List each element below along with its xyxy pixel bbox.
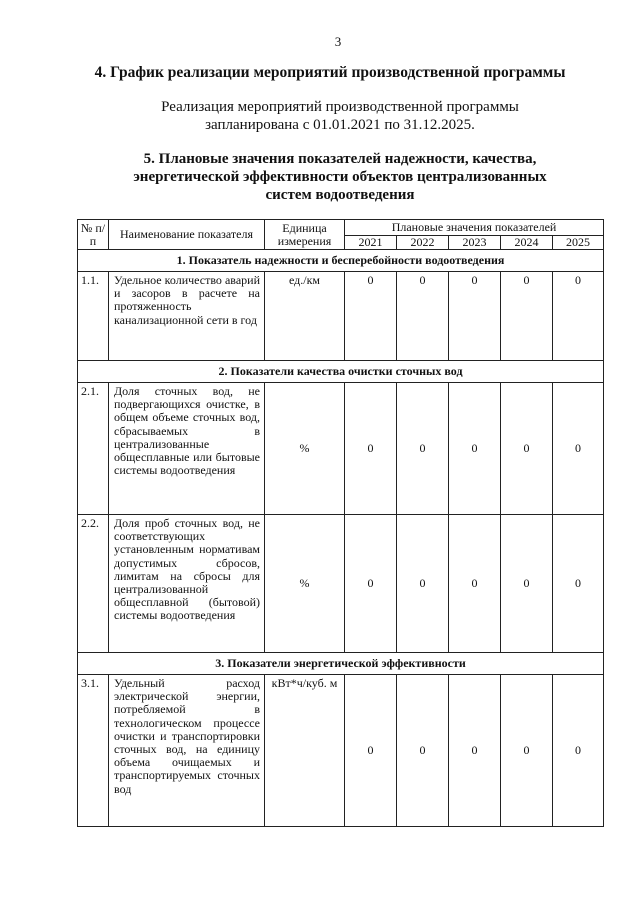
section-5-title bbox=[100, 150, 580, 204]
section-5-title-line-3: систем водоотведения bbox=[265, 187, 415, 203]
value-2021: 0 bbox=[345, 383, 397, 515]
section-row bbox=[78, 653, 604, 675]
value-2021: 0 bbox=[345, 515, 397, 653]
header-unit: Единица измерения bbox=[265, 220, 345, 250]
header-year: 2022 bbox=[397, 236, 449, 250]
section-row bbox=[78, 250, 604, 272]
value-2024: 0 bbox=[501, 383, 553, 515]
value-2021: 0 bbox=[345, 675, 397, 827]
section-5-title-line-1: 5. Плановые значения показателей надежности, качества, bbox=[143, 151, 537, 167]
value-2024: 0 bbox=[501, 675, 553, 827]
value-2023: 0 bbox=[449, 675, 501, 827]
section-title: 2. Показатели качества очистки сточных вод bbox=[78, 361, 604, 383]
indicator-name: Удельное количество аварий и засоров в расчете на протяженность канализационной сети в год bbox=[109, 272, 265, 361]
indicator-name: Доля сточных вод, не подвергающихся очистке, в общем объеме сточных вод, сбрасываемых в централизованные общесплавные или бытовые системы водоотведения bbox=[109, 383, 265, 515]
section-title: 3. Показатели энергетической эффективности bbox=[78, 653, 604, 675]
value-2024: 0 bbox=[501, 272, 553, 361]
value-2023: 0 bbox=[449, 515, 501, 653]
table-header-row bbox=[78, 220, 604, 236]
header-planned-values: Плановые значения показателей bbox=[345, 220, 604, 236]
section-5-title-line-2: энергетической эффективности объектов централизованных bbox=[133, 169, 547, 185]
row-number: 2.1. bbox=[78, 383, 109, 515]
value-2022: 0 bbox=[397, 675, 449, 827]
section-4-text-line-2: запланирована с 01.01.2021 по 31.12.2025. bbox=[205, 117, 475, 133]
section-title: 1. Показатель надежности и бесперебойности водоотведения bbox=[78, 250, 604, 272]
value-2022: 0 bbox=[397, 272, 449, 361]
value-2021: 0 bbox=[345, 272, 397, 361]
header-year: 2021 bbox=[345, 236, 397, 250]
value-2025: 0 bbox=[553, 675, 604, 827]
row-number: 3.1. bbox=[78, 675, 109, 827]
value-2022: 0 bbox=[397, 383, 449, 515]
header-year: 2024 bbox=[501, 236, 553, 250]
row-number: 1.1. bbox=[78, 272, 109, 361]
page-number: 3 bbox=[334, 34, 342, 49]
value-2025: 0 bbox=[553, 383, 604, 515]
value-2025: 0 bbox=[553, 272, 604, 361]
indicator-name: Удельный расход электрической энергии, потребляемой в технологическом процессе очистки и транспортировки сточных вод, на единицу объема очищаемых и транспортируемых сточных вод bbox=[109, 675, 265, 827]
table-row bbox=[78, 675, 604, 827]
unit: % bbox=[265, 515, 345, 653]
value-2022: 0 bbox=[397, 515, 449, 653]
table-row bbox=[78, 515, 604, 653]
unit: ед./км bbox=[265, 272, 345, 361]
value-2025: 0 bbox=[553, 515, 604, 653]
section-row bbox=[78, 361, 604, 383]
value-2024: 0 bbox=[501, 515, 553, 653]
section-4-title: 4. График реализации мероприятий производственной программы bbox=[94, 64, 566, 81]
header-year: 2023 bbox=[449, 236, 501, 250]
section-4-text-line-1: Реализация мероприятий производственной программы bbox=[161, 99, 519, 115]
unit: кВт*ч/куб. м bbox=[265, 675, 345, 827]
header-indicator-name: Наименование показателя bbox=[109, 220, 265, 250]
indicator-name: Доля проб сточных вод, не соответствующих установленным нормативам допустимых сбросов, лимитам на сбросы для централизованной общесплавной (бытовой) системы водоотведения bbox=[109, 515, 265, 653]
indicators-table bbox=[77, 219, 604, 827]
header-number: № п/п bbox=[78, 220, 109, 250]
row-number: 2.2. bbox=[78, 515, 109, 653]
unit: % bbox=[265, 383, 345, 515]
table-row bbox=[78, 272, 604, 361]
value-2023: 0 bbox=[449, 383, 501, 515]
section-4-text bbox=[60, 98, 620, 134]
value-2023: 0 bbox=[449, 272, 501, 361]
table-row bbox=[78, 383, 604, 515]
header-year: 2025 bbox=[553, 236, 604, 250]
